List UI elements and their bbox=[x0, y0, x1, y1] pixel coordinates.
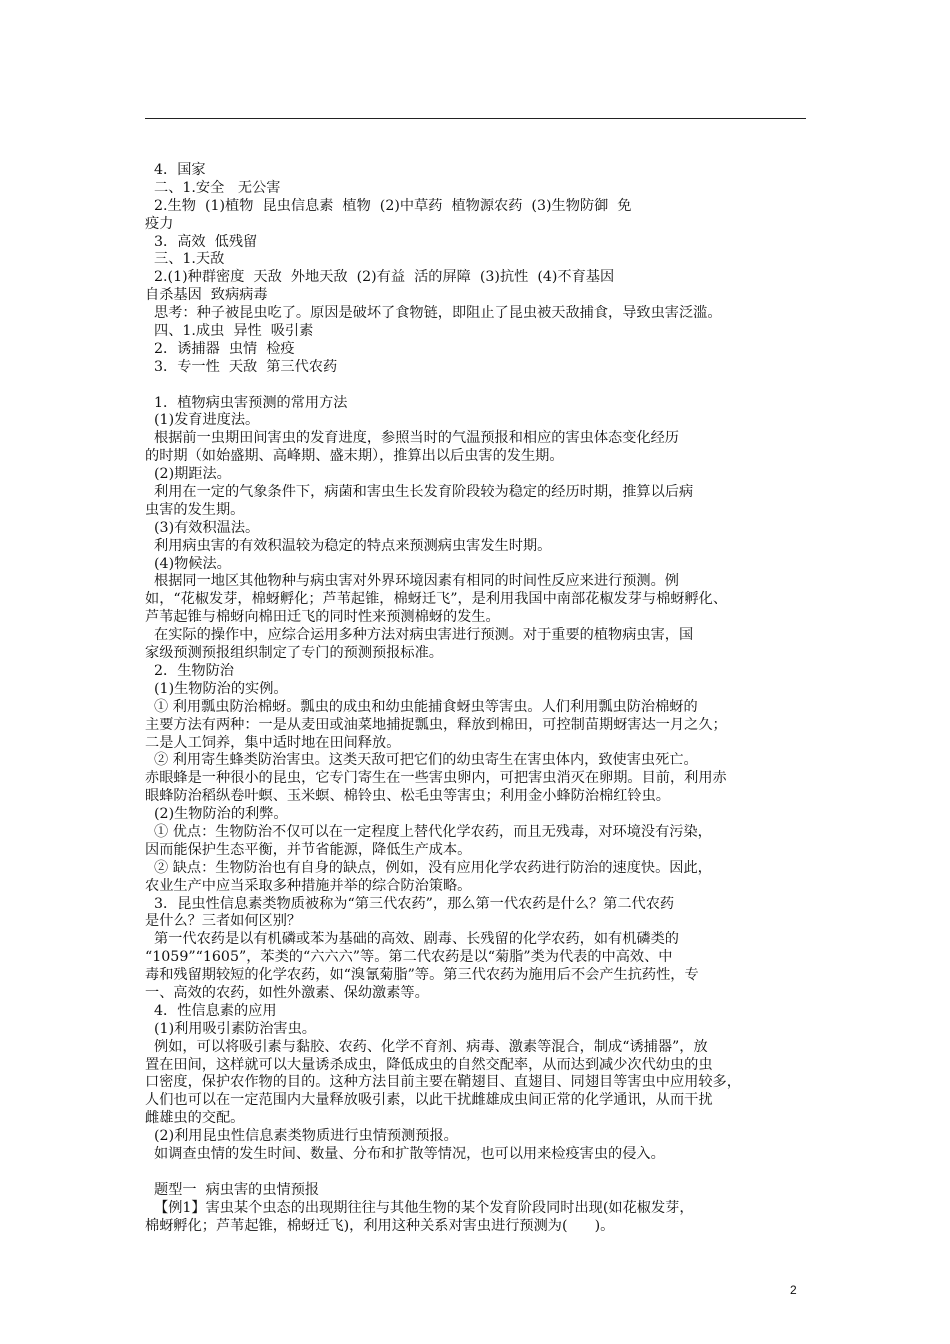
text-line: ② 利用寄生蜂类防治害虫。这类天敌可把它们的幼虫寄生在害虫体内，致使害虫死亡。 bbox=[145, 752, 698, 769]
text-line: ① 利用瓢虫防治棉蚜。瓢虫的成虫和幼虫能捕食蚜虫等害虫。人们利用瓢虫防治棉蚜的 bbox=[145, 698, 698, 715]
text-line: (4)物候法。 bbox=[145, 555, 231, 572]
text-line: 4．国家 bbox=[145, 162, 206, 178]
text-line: 根据前一虫期田间害虫的发育进度，参照当时的气温预报和相应的害虫体态变化经历 bbox=[145, 430, 679, 447]
text-line: 棉蚜孵化；芦苇起锥，棉蚜迁飞)，利用这种关系对害虫进行预测为( )。 bbox=[145, 1217, 615, 1234]
text-line: 在实际的操作中，应综合运用多种方法对病虫害进行预测。对于重要的植物病虫害，国 bbox=[145, 627, 694, 644]
text-line: 三、1.天敌 bbox=[145, 251, 225, 268]
text-line: 根据同一地区其他物种与病虫害对外界环境因素有相同的时间性反应来进行预测。例 bbox=[145, 573, 679, 590]
text-line: 3．高效 低残留 bbox=[145, 233, 258, 250]
text-line: 思考：种子被昆虫吃了。原因是破坏了食物链，即阻止了昆虫被天敌捕食，导致虫害泛滥。 bbox=[145, 305, 722, 322]
header-rule bbox=[145, 118, 806, 119]
text-line: 3．昆虫性信息素类物质被称为“第三代农药”，那么第一代农药是什么？第二代农药 bbox=[145, 895, 675, 912]
text-line: (1)发育进度法。 bbox=[145, 412, 260, 429]
text-line: 第一代农药是以有机磷或苯为基础的高效、剧毒、长残留的化学农药，如有机磷类的 bbox=[145, 931, 679, 948]
text-line: 二、1.安全 无公害 bbox=[145, 179, 281, 196]
text-line: 1．植物病虫害预测的常用方法 bbox=[145, 394, 348, 411]
text-line: 家级预测预报组织制定了专门的预测预报标准。 bbox=[145, 645, 443, 662]
text-line: 3．专一性 天敌 第三代农药 bbox=[145, 358, 338, 375]
text-line: 四、1.成虫 异性 吸引素 bbox=[145, 323, 314, 340]
text-line: 赤眼蜂是一种很小的昆虫，它专门寄生在一些害虫卵内，可把害虫消灭在卵期。目前，利用赤 bbox=[145, 770, 727, 787]
text-line: 疫力 bbox=[145, 215, 174, 232]
text-line: (2)生物防治的利弊。 bbox=[145, 806, 288, 823]
blank-line bbox=[145, 1164, 810, 1182]
text-line: 是什么？三者如何区别？ bbox=[145, 913, 302, 930]
text-line: (3)有效积温法。 bbox=[145, 519, 260, 536]
text-line: “1059”“1605”，苯类的“六六六”等。第二代农药是以“菊脂”类为代表的中高效、中 bbox=[145, 949, 673, 966]
text-line: 如调查虫情的发生时间、数量、分布和扩散等情况，也可以用来检疫害虫的侵入。 bbox=[145, 1145, 665, 1162]
text-line: 题型一 病虫害的虫情预报 bbox=[145, 1181, 320, 1198]
page-number: 2 bbox=[790, 1283, 797, 1297]
text-line: 口密度，保护农作物的目的。这种方法目前主要在鞘翅目、直翅目、同翅目等害虫中应用较多， bbox=[145, 1074, 741, 1091]
text-line: 的时期（如始盛期、高峰期、盛末期），推算出以后虫害的发生期。 bbox=[145, 448, 564, 465]
text-line: ① 优点：生物防治不仅可以在一定程度上替代化学农药，而且无残毒，对环境没有污染， bbox=[145, 823, 712, 840]
text-line: (2)利用昆虫性信息素类物质进行虫情预测预报。 bbox=[145, 1128, 458, 1145]
text-line: 虫害的发生期。 bbox=[145, 501, 245, 518]
blank-line bbox=[145, 377, 810, 395]
text-line: 人们也可以在一定范围内大量释放吸引素，以此干扰雌雄成虫间正常的化学通讯，从而干扰 bbox=[145, 1092, 713, 1109]
text-line: (2)期距法。 bbox=[145, 466, 231, 483]
text-line: ② 缺点：生物防治也有自身的缺点，例如，没有应用化学农药进行防治的速度快。因此， bbox=[145, 859, 712, 876]
text-line: 2．生物防治 bbox=[145, 662, 234, 679]
document-body bbox=[145, 162, 810, 1235]
text-line: 主要方法有两种：一是从麦田或油菜地捕捉瓢虫，释放到棉田，可控制苗期蚜害达一月之久； bbox=[145, 716, 727, 733]
text-line: 一、高效的农药，如性外激素、保幼激素等。 bbox=[145, 984, 429, 1001]
text-line: 雌雄虫的交配。 bbox=[145, 1110, 245, 1127]
text-line: 利用在一定的气象条件下，病菌和害虫生长发育阶段较为稳定的经历时期，推算以后病 bbox=[145, 484, 694, 501]
text-line: 2.(1)种群密度 天敌 外地天敌 (2)有益 活的屏障 (3)抗性 (4)不育基因 bbox=[145, 269, 615, 286]
text-line: 2.生物 (1)植物 昆虫信息素 植物 (2)中草药 植物源农药 (3)生物防御 免 bbox=[145, 197, 632, 214]
text-line: 农业生产中应当采取多种措施并举的综合防治策略。 bbox=[145, 877, 472, 894]
text-line: (1)生物防治的实例。 bbox=[145, 680, 288, 697]
text-line: 二是人工饲养，集中适时地在田间释放。 bbox=[145, 734, 401, 751]
text-line: (1)利用吸引素防治害虫。 bbox=[145, 1020, 316, 1037]
text-line: 毒和残留期较短的化学农药，如“溴氰菊脂”等。第三代农药为施用后不会产生抗药性，专 bbox=[145, 967, 699, 984]
text-line: 如，“花椒发芽，棉蚜孵化；芦苇起锥，棉蚜迁飞”，是利用我国中南部花椒发芽与棉蚜孵化、 bbox=[145, 591, 728, 608]
text-line: 4．性信息素的应用 bbox=[145, 1002, 277, 1019]
text-line: 置在田间，这样就可以大量诱杀成虫，降低成虫的自然交配率，从而达到减少次代幼虫的虫 bbox=[145, 1056, 713, 1073]
text-line: 因而能保护生态平衡，并节省能源，降低生产成本。 bbox=[145, 841, 472, 858]
text-line: 芦苇起锥与棉蚜向棉田迁飞的同时性来预测棉蚜的发生。 bbox=[145, 609, 500, 626]
text-line: 利用病虫害的有效积温较为稳定的特点来预测病虫害发生时期。 bbox=[145, 537, 552, 554]
text-line: 自杀基因 致病病毒 bbox=[145, 287, 268, 304]
text-line: 2．诱捕器 虫情 检疫 bbox=[145, 340, 295, 357]
text-line: 例如，可以将吸引素与黏胶、农药、化学不育剂、病毒、激素等混合，制成“诱捕器”，放 bbox=[145, 1038, 708, 1055]
text-line: 眼蜂防治稻纵卷叶螟、玉米螟、棉铃虫、松毛虫等害虫；利用金小蜂防治棉红铃虫。 bbox=[145, 788, 670, 805]
text-line: 【例1】害虫某个虫态的出现期往往与其他生物的某个发育阶段同时出现(如花椒发芽， bbox=[145, 1199, 694, 1216]
